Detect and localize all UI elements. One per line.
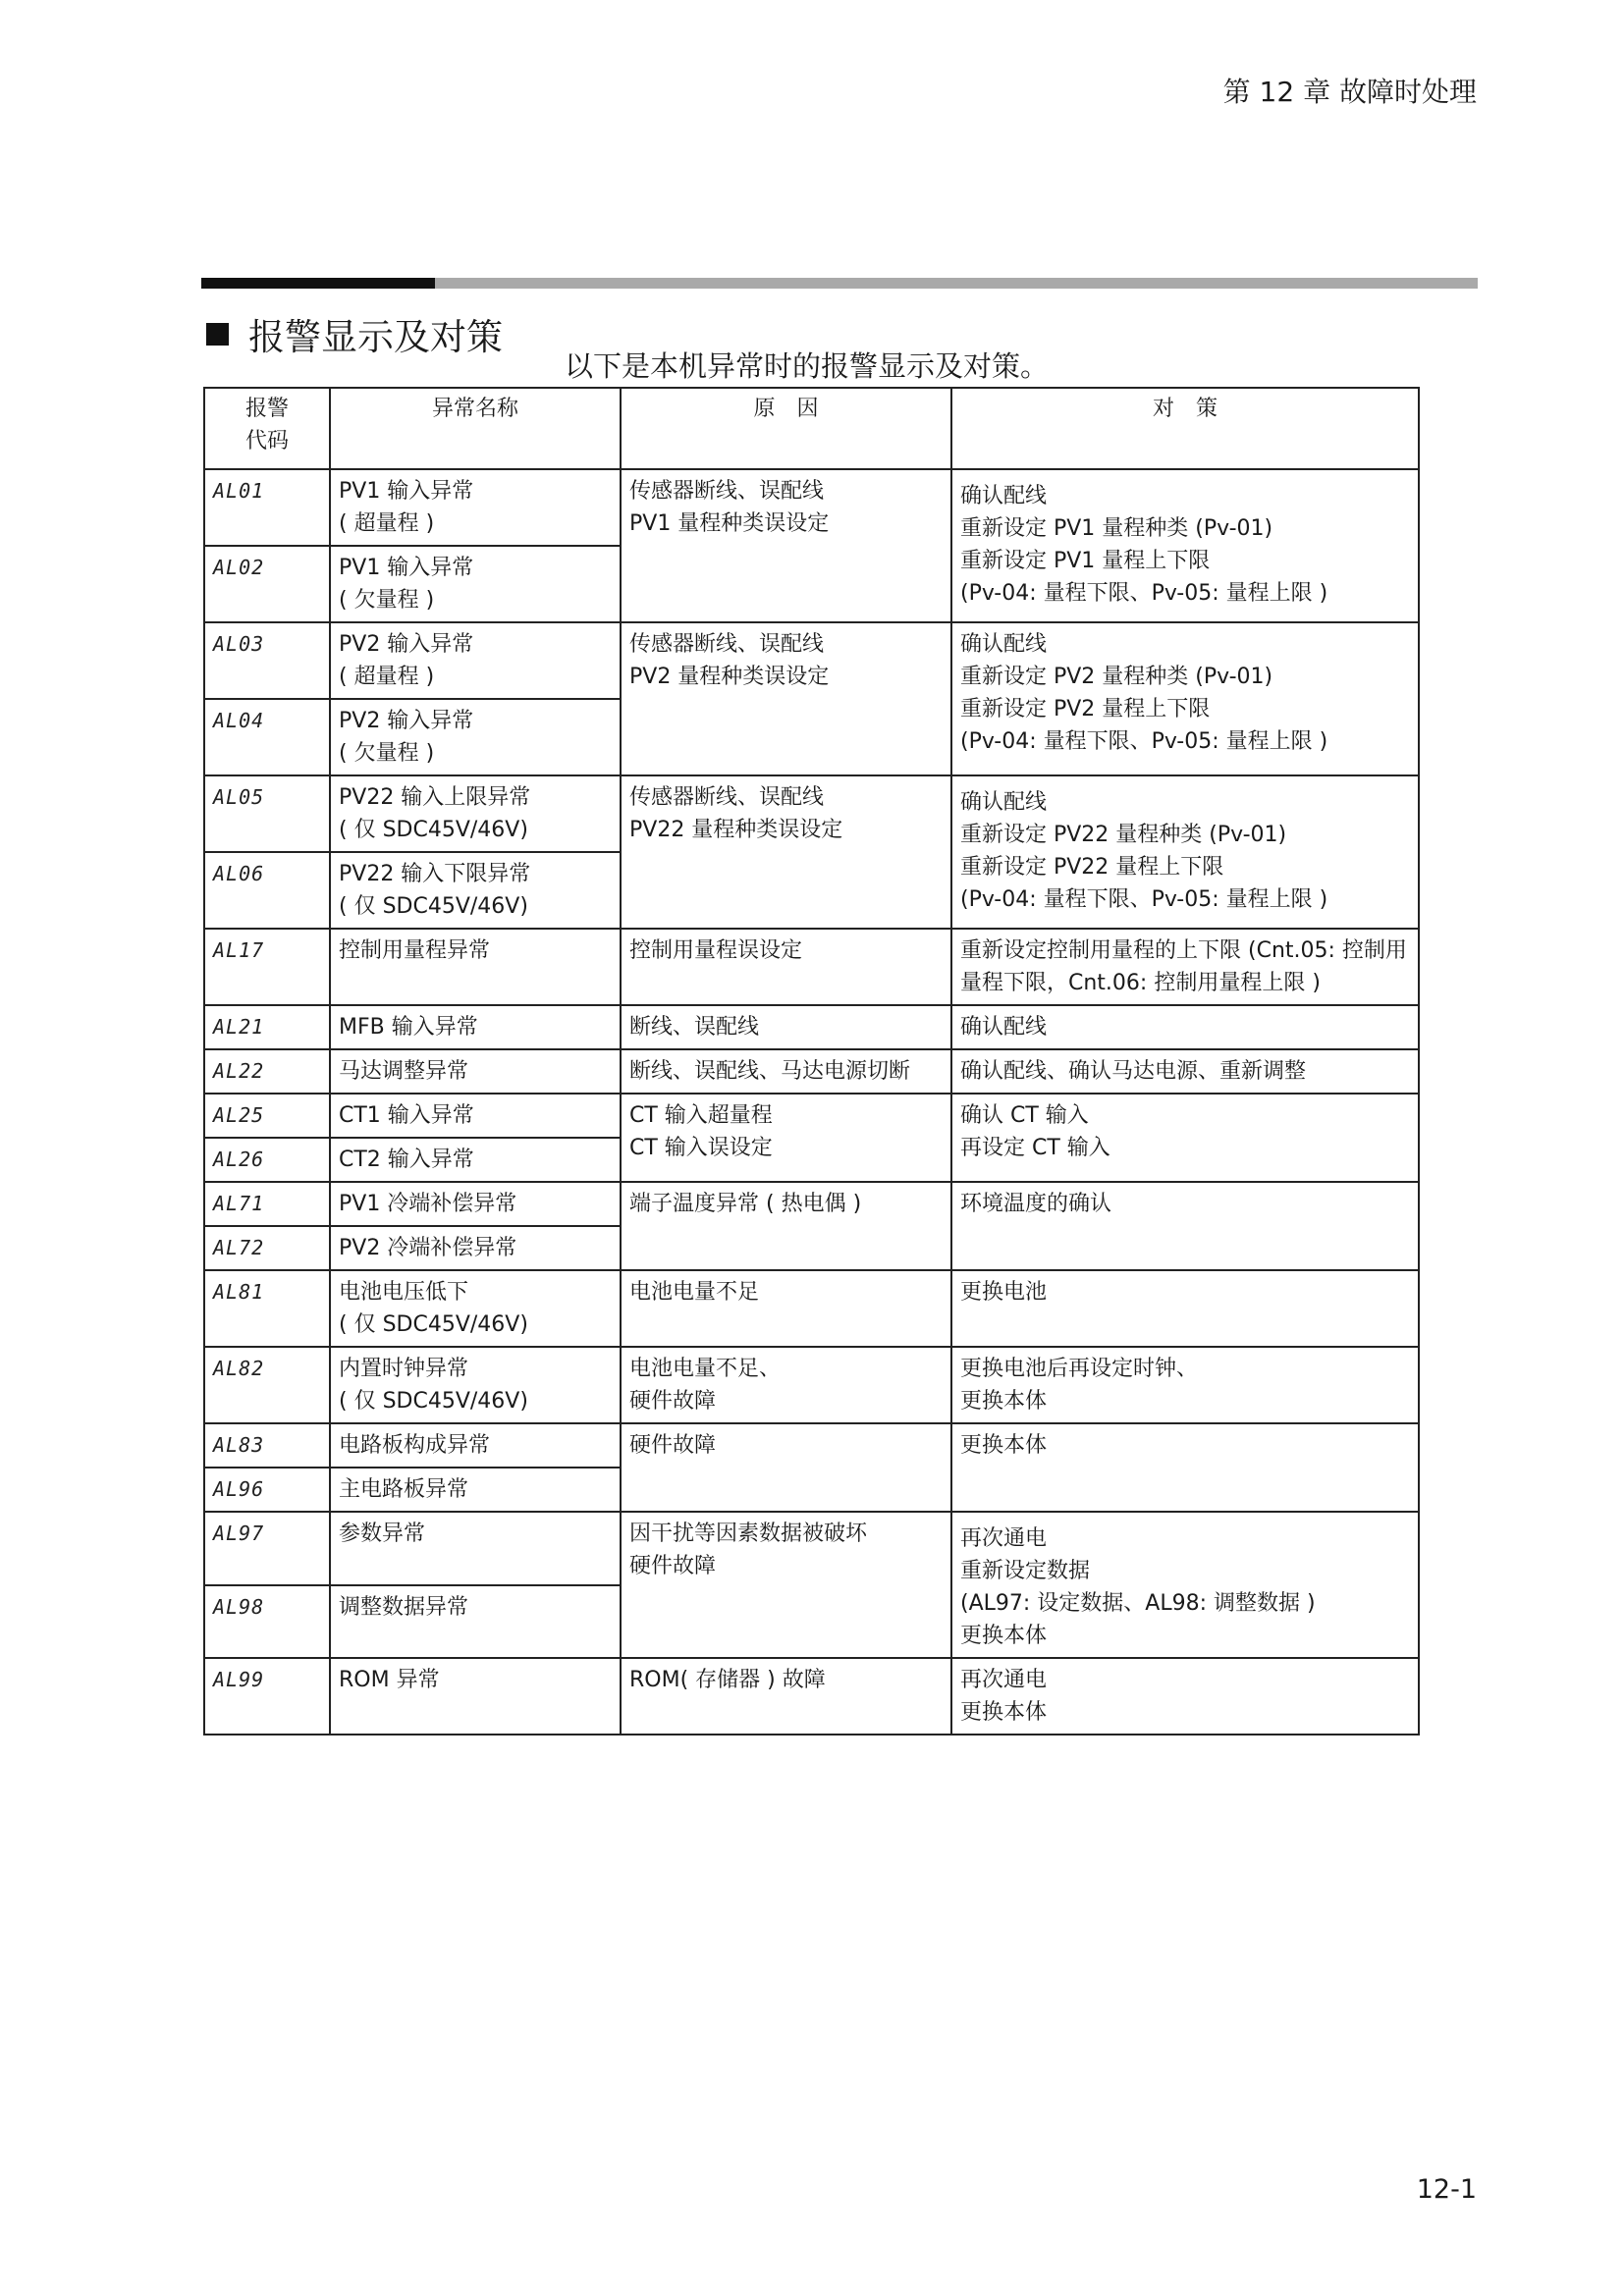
alarm-name: PV2 输入异常 ( 超量程 ) xyxy=(330,622,621,699)
alarm-measure: 确认配线 重新设定 PV22 量程种类 (Pv-01) 重新设定 PV22 量程上下限 (Pv-04: 量程下限、Pv-05: 量程上限 ) xyxy=(951,775,1419,929)
alarm-name: 参数异常 xyxy=(330,1512,621,1585)
alarm-code: AL82 xyxy=(204,1347,330,1423)
alarm-cause: 传感器断线、误配线 PV2 量程种类误设定 xyxy=(621,622,951,775)
chapter-header: 第 12 章 故障时处理 xyxy=(1222,76,1477,108)
alarm-code: AL71 xyxy=(204,1182,330,1226)
alarm-cause: 传感器断线、误配线 PV1 量程种类误设定 xyxy=(621,469,951,622)
alarm-measure: 确认配线 xyxy=(951,1005,1419,1049)
alarm-name: PV1 输入异常 ( 超量程 ) xyxy=(330,469,621,546)
alarm-name: PV22 输入上限异常 ( 仅 SDC45V/46V) xyxy=(330,775,621,852)
alarm-table xyxy=(203,387,1420,1735)
alarm-measure: 环境温度的确认 xyxy=(951,1182,1419,1270)
alarm-code: AL22 xyxy=(204,1049,330,1094)
alarm-measure: 确认配线 重新设定 PV2 量程种类 (Pv-01) 重新设定 PV2 量程上下限 (Pv-04: 量程下限、Pv-05: 量程上限 ) xyxy=(951,622,1419,775)
alarm-measure: 更换本体 xyxy=(951,1423,1419,1512)
section-rule xyxy=(201,278,1478,289)
alarm-name: PV22 输入下限异常 ( 仅 SDC45V/46V) xyxy=(330,852,621,929)
alarm-cause: ROM( 存储器 ) 故障 xyxy=(621,1658,951,1735)
table-row xyxy=(204,929,1419,1005)
alarm-code: AL98 xyxy=(204,1585,330,1659)
alarm-name: CT2 输入异常 xyxy=(330,1138,621,1182)
table-row xyxy=(204,469,1419,546)
alarm-code: AL06 xyxy=(204,852,330,929)
table-row xyxy=(204,1347,1419,1423)
alarm-name: PV1 冷端补偿异常 xyxy=(330,1182,621,1226)
header-measure: 对 策 xyxy=(951,388,1419,469)
alarm-cause: 控制用量程误设定 xyxy=(621,929,951,1005)
header-name: 异常名称 xyxy=(330,388,621,469)
alarm-code: AL81 xyxy=(204,1270,330,1347)
header-code: 报警 代码 xyxy=(204,388,330,469)
alarm-code: AL26 xyxy=(204,1138,330,1182)
alarm-name: CT1 输入异常 xyxy=(330,1094,621,1138)
alarm-name: ROM 异常 xyxy=(330,1658,621,1735)
alarm-measure: 更换电池后再设定时钟、 更换本体 xyxy=(951,1347,1419,1423)
alarm-code: AL83 xyxy=(204,1423,330,1468)
alarm-code: AL04 xyxy=(204,699,330,775)
alarm-name: 内置时钟异常 ( 仅 SDC45V/46V) xyxy=(330,1347,621,1423)
alarm-name: PV2 冷端补偿异常 xyxy=(330,1226,621,1270)
alarm-cause: 硬件故障 xyxy=(621,1423,951,1512)
alarm-name: 主电路板异常 xyxy=(330,1468,621,1512)
alarm-name: MFB 输入异常 xyxy=(330,1005,621,1049)
table-header-row xyxy=(204,388,1419,469)
table-row xyxy=(204,1658,1419,1735)
alarm-measure: 更换电池 xyxy=(951,1270,1419,1347)
alarm-cause: CT 输入超量程 CT 输入误设定 xyxy=(621,1094,951,1182)
table-row xyxy=(204,1005,1419,1049)
alarm-code: AL99 xyxy=(204,1658,330,1735)
table-row xyxy=(204,775,1419,852)
header-cause: 原 因 xyxy=(621,388,951,469)
alarm-code: AL96 xyxy=(204,1468,330,1512)
alarm-cause: 电池电量不足 xyxy=(621,1270,951,1347)
section-rule-accent xyxy=(201,278,435,289)
alarm-measure: 确认配线、确认马达电源、重新调整 xyxy=(951,1049,1419,1094)
alarm-name: PV1 输入异常 ( 欠量程 ) xyxy=(330,546,621,622)
table-row xyxy=(204,1049,1419,1094)
alarm-cause: 传感器断线、误配线 PV22 量程种类误设定 xyxy=(621,775,951,929)
alarm-cause: 断线、误配线、马达电源切断 xyxy=(621,1049,951,1094)
table-row xyxy=(204,1094,1419,1138)
page-number: 12-1 xyxy=(1416,2174,1477,2205)
alarm-measure: 再次通电 更换本体 xyxy=(951,1658,1419,1735)
alarm-code: AL01 xyxy=(204,469,330,546)
table-row xyxy=(204,1423,1419,1468)
alarm-measure: 重新设定控制用量程的上下限 (Cnt.05: 控制用 量程下限，Cnt.06: 控制用量程上限 ) xyxy=(951,929,1419,1005)
square-bullet-icon xyxy=(206,323,229,346)
section-title: 报警显示及对策 xyxy=(248,316,503,358)
alarm-name: PV2 输入异常 ( 欠量程 ) xyxy=(330,699,621,775)
alarm-code: AL05 xyxy=(204,775,330,852)
alarm-code: AL02 xyxy=(204,546,330,622)
alarm-code: AL72 xyxy=(204,1226,330,1270)
alarm-code: AL03 xyxy=(204,622,330,699)
alarm-name: 电池电压低下 ( 仅 SDC45V/46V) xyxy=(330,1270,621,1347)
alarm-code: AL17 xyxy=(204,929,330,1005)
alarm-measure: 确认配线 重新设定 PV1 量程种类 (Pv-01) 重新设定 PV1 量程上下限 (Pv-04: 量程下限、Pv-05: 量程上限 ) xyxy=(951,469,1419,622)
table-row xyxy=(204,1512,1419,1585)
alarm-name: 控制用量程异常 xyxy=(330,929,621,1005)
alarm-measure: 再次通电 重新设定数据 (AL97: 设定数据、AL98: 调整数据 ) 更换本体 xyxy=(951,1512,1419,1658)
alarm-cause: 电池电量不足、 硬件故障 xyxy=(621,1347,951,1423)
alarm-code: AL21 xyxy=(204,1005,330,1049)
alarm-measure: 确认 CT 输入 再设定 CT 输入 xyxy=(951,1094,1419,1182)
table-row xyxy=(204,1270,1419,1347)
alarm-name: 调整数据异常 xyxy=(330,1585,621,1659)
table-row xyxy=(204,622,1419,699)
alarm-name: 电路板构成异常 xyxy=(330,1423,621,1468)
alarm-cause: 断线、误配线 xyxy=(621,1005,951,1049)
intro-text: 以下是本机异常时的报警显示及对策。 xyxy=(565,349,1050,383)
alarm-name: 马达调整异常 xyxy=(330,1049,621,1094)
alarm-cause: 端子温度异常 ( 热电偶 ) xyxy=(621,1182,951,1270)
table-row xyxy=(204,1182,1419,1226)
section-heading xyxy=(206,307,503,360)
alarm-cause: 因干扰等因素数据被破坏 硬件故障 xyxy=(621,1512,951,1658)
alarm-code: AL97 xyxy=(204,1512,330,1585)
alarm-code: AL25 xyxy=(204,1094,330,1138)
